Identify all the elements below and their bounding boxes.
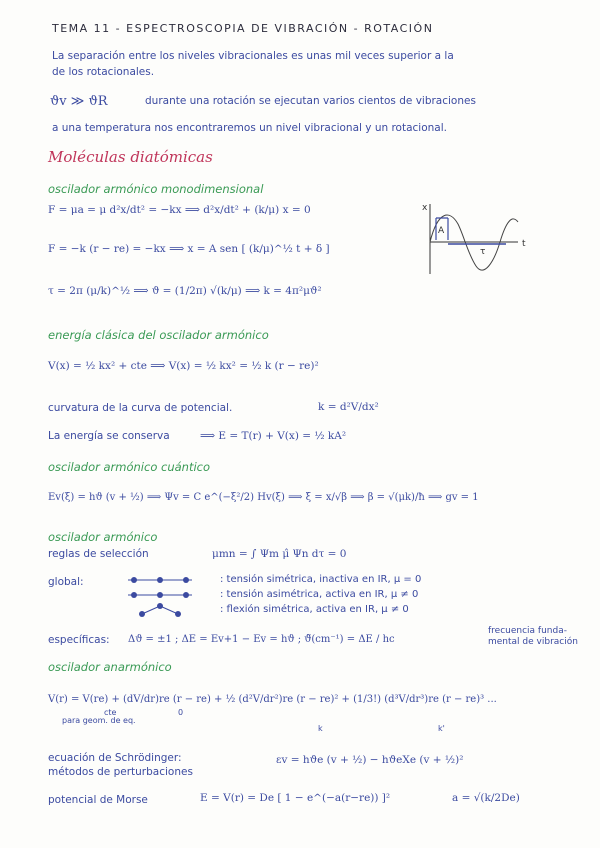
mode-desc-1: : tensión simétrica, inactiva en IR, μ = 0 [220,574,422,585]
mode-symmetric-bend [139,603,181,617]
seleccion-eq: μmn = ∫ Ψm μ̂ Ψn dτ = 0 [212,548,347,560]
conserva-eq: ⟹ E = T(r) + V(x) = ½ kA² [200,430,347,442]
especificas-note-2: mental de vibración [488,637,578,647]
vibration-modes-diagram [120,572,220,620]
anarm-note-kprime: k' [438,724,445,733]
curvatura-text: curvatura de la curva de potencial. [48,402,233,414]
osc-cuantico-eq: Ev(ξ) = hϑ (v + ½) ⟹ Ψv = C e^(−ξ²/2) Hv(ξ) ⟹ ξ = x/√β ⟹ β = √(μk)/ħ ⟹ gv = 1 [48,492,479,503]
intro-line-4: a una temperatura nos encontraremos un nivel vibracional y un rotacional. [52,122,447,134]
schrodinger-label: ecuación de Schrödinger: [48,752,182,764]
morse-label: potencial de Morse [48,794,148,806]
section-diatomic: Moléculas diatómicas [48,148,213,166]
energia-eq-1: V(x) = ½ kx² + cte ⟹ V(x) = ½ kx² = ½ k (r − re)² [48,360,319,372]
especificas-eq: Δϑ = ±1 ; ΔE = Ev+1 − Ev = hϑ ; ϑ̃(cm⁻¹) = ΔE / hc [128,634,395,645]
morse-eq: E = V(r) = De [ 1 − e^(−a(r−re)) ]² [200,792,391,804]
especificas-label: específicas: [48,634,110,646]
graph-A-label: A [438,226,445,236]
graph-x-label: x [422,203,428,213]
morse-a-eq: a = √(k/2De) [452,792,520,804]
perturbaciones-label: métodos de perturbaciones [48,766,193,778]
curvatura-eq: k = d²V/dx² [318,401,379,413]
intro-line-1: La separación entre los niveles vibracionales es unas mil veces superior a la [52,50,454,62]
mode-desc-3: : flexión simétrica, activa en IR, μ ≠ 0 [220,604,409,615]
osc-mono-eq-3: τ = 2π (μ/k)^½ ⟹ ϑ = (1/2π) √(k/μ) ⟹ k = 4π²μϑ² [48,285,322,297]
conserva-text: La energía se conserva [48,430,170,442]
mode-asymmetric-stretch [128,592,192,598]
seleccion-label: reglas de selección [48,548,149,560]
graph-tau-label: τ [480,247,486,257]
heading-osc-cuantico: oscilador armónico cuántico [48,460,211,474]
heading-seleccion: oscilador armónico [48,530,158,544]
anarm-note-k: k [318,724,323,733]
oscillation-graph [418,200,538,280]
intro-line-2: de los rotacionales. [52,66,155,78]
anarm-note-zero: 0 [178,708,184,717]
osc-mono-eq-1: F = μa = μ d²x/dt² = −kx ⟹ d²x/dt² + (k/μ) x = 0 [48,204,311,216]
heading-energia-clasica: energía clásica del oscilador armónico [48,328,269,342]
osc-mono-eq-2: F = −k (r − re) = −kx ⟹ x = A sen [ (k/μ)^½ t + δ ] [48,243,330,255]
anarm-note-cte: cte [104,708,117,717]
anarmonico-eq: V(r) = V(re) + (dV/dr)re (r − re) + ½ (d²V/dr²)re (r − re)² + (1/3!) (d³V/dr³)re (r − re)³ ... [48,694,497,705]
sine-wave [430,215,518,270]
intro-relation: ϑv ≫ ϑR [50,94,108,109]
page-title: TEMA 11 - ESPECTROSCOPIA DE VIBRACIÓN - ROTACIÓN [52,22,434,35]
schrodinger-eq: εv = hϑe (v + ½) − hϑeXe (v + ½)² [276,754,464,766]
heading-osc-mono: oscilador armónico monodimensional [48,182,264,196]
mode-desc-2: : tensión asimétrica, activa en IR, μ ≠ 0 [220,589,419,600]
global-label: global: [48,576,84,588]
heading-anarmonico: oscilador anarmónico [48,660,172,674]
anarm-note-geom: para geom. de eq. [62,716,136,725]
especificas-note-1: frecuencia funda- [488,626,567,636]
graph-t-label: t [522,239,526,249]
intro-line-3: durante una rotación se ejecutan varios cientos de vibraciones [145,95,476,107]
mode-symmetric-stretch [128,577,192,583]
